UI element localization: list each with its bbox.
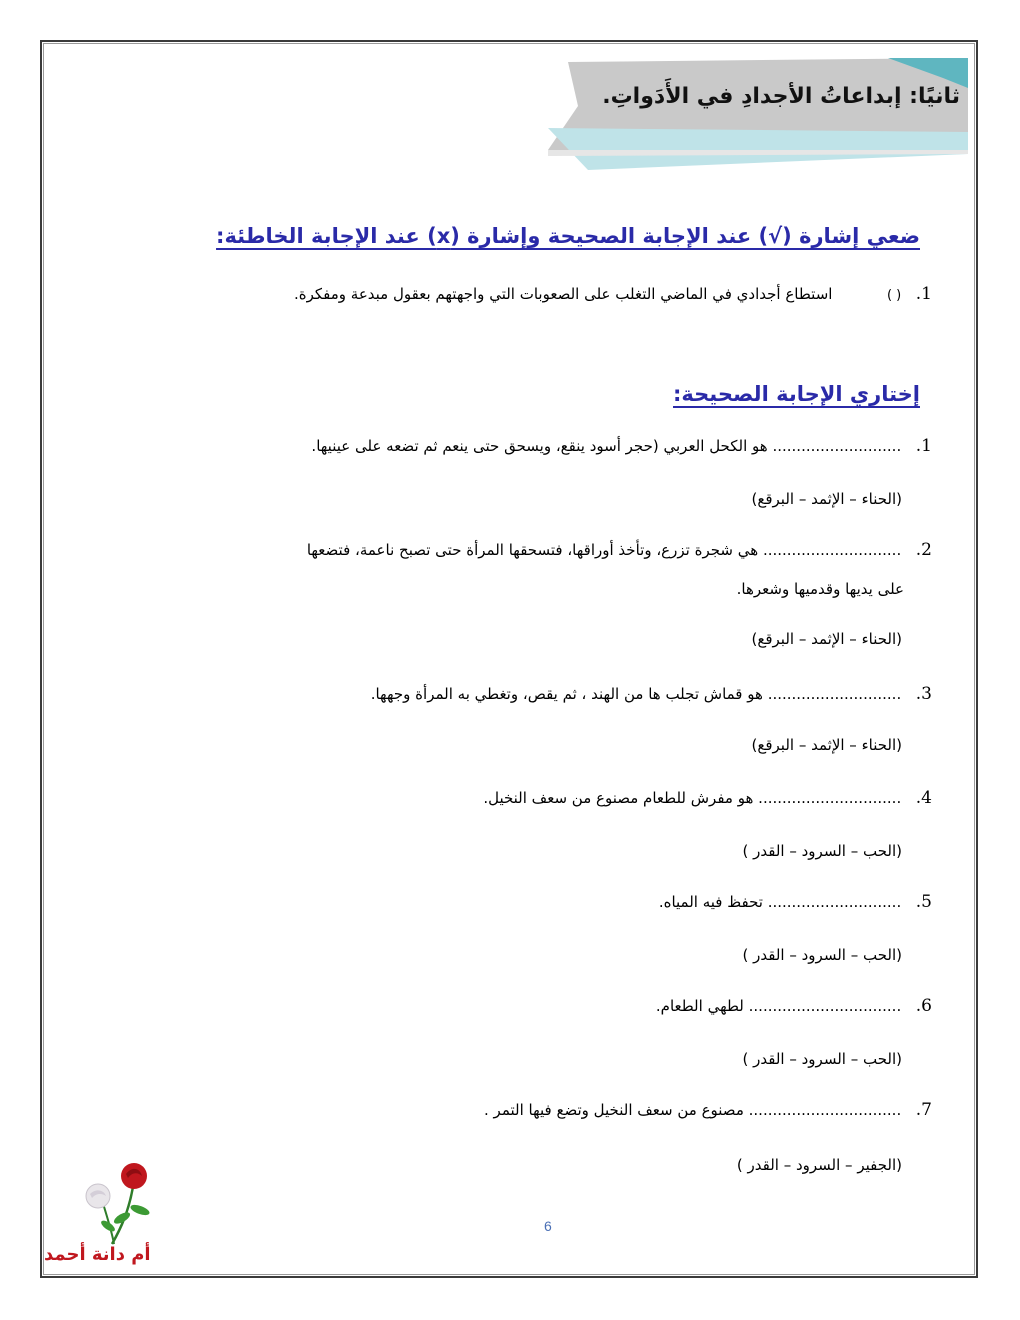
title-banner xyxy=(548,58,968,170)
question-2-continuation: على يديها وقدميها وشعرها. xyxy=(736,580,904,598)
question-text: هي شجرة تزرع، وتأخذ أوراقها، فتسحقها المرأة حتى تصبح ناعمة، فتضعها xyxy=(306,541,759,559)
choices-1: (الحناء – الإثمد – البرقع) xyxy=(751,490,902,508)
answer-blank[interactable]: ........................... xyxy=(772,437,902,455)
choices-2: (الحناء – الإثمد – البرقع) xyxy=(751,630,902,648)
answer-mark-box[interactable]: ( ) xyxy=(886,288,902,303)
answer-blank[interactable]: ................................ xyxy=(748,997,902,1015)
question-text: تحفظ فيه المياه. xyxy=(658,893,763,911)
question-number: 2. xyxy=(915,540,932,560)
choices-4: (الحب – السرود – القدر ) xyxy=(742,842,902,860)
question-number: 6. xyxy=(915,996,932,1016)
question-text: لطهي الطعام. xyxy=(655,997,744,1015)
white-rose-icon xyxy=(86,1184,110,1208)
answer-blank[interactable]: ............................. xyxy=(762,541,902,559)
section1-heading: ضعي إشارة (√) عند الإجابة الصحيحة وإشارة (x) عند الإجابة الخاطئة: xyxy=(216,224,920,248)
answer-blank[interactable]: ............................ xyxy=(767,893,902,911)
logo-text: أم دانة أحمد xyxy=(44,1244,151,1265)
mc-question-1 xyxy=(311,436,932,456)
choices-6: (الحب – السرود – القدر ) xyxy=(742,1050,902,1068)
banner-teal-stripe xyxy=(548,128,968,170)
section2-heading: إختاري الإجابة الصحيحة: xyxy=(673,382,920,406)
question-text: هو الكحل العربي (حجر أسود ينقع، ويسحق حتى ينعم ثم تضعه على عينيها. xyxy=(311,437,768,455)
answer-blank[interactable]: ................................ xyxy=(748,1101,902,1119)
answer-blank[interactable]: ............................ xyxy=(767,685,902,703)
mc-question-5 xyxy=(659,892,932,912)
tf-question-1 xyxy=(294,284,932,304)
question-number: 1. xyxy=(915,284,932,304)
mc-question-4 xyxy=(483,788,932,808)
choices-3: (الحناء – الإثمد – البرقع) xyxy=(751,736,902,754)
mc-question-2 xyxy=(307,540,932,560)
mc-question-7 xyxy=(484,1100,932,1120)
question-number: 7. xyxy=(915,1100,932,1120)
choices-7: (الجفير – السرود – القدر ) xyxy=(736,1156,902,1174)
question-text: هو قماش تجلب ها من الهند ، ثم يقص، وتغطي به المرأة وجهها. xyxy=(370,685,763,703)
question-text: استطاع أجدادي في الماضي التغلب على الصعوبات التي واجهتهم بعقول مبدعة ومفكرة. xyxy=(293,285,833,303)
question-text: هو مفرش للطعام مصنوع من سعف النخيل. xyxy=(483,789,754,807)
mc-question-3 xyxy=(371,684,932,704)
question-text: مصنوع من سعف النخيل وتضع فيها التمر . xyxy=(484,1101,744,1119)
question-number: 3. xyxy=(915,684,932,704)
red-rose-icon xyxy=(121,1163,147,1189)
question-number: 1. xyxy=(915,436,932,456)
question-number: 5. xyxy=(915,892,932,912)
choices-5: (الحب – السرود – القدر ) xyxy=(742,946,902,964)
answer-blank[interactable]: .............................. xyxy=(758,789,902,807)
question-number: 4. xyxy=(915,788,932,808)
page-number: 6 xyxy=(544,1218,552,1234)
mc-question-6 xyxy=(656,996,932,1016)
banner-title: ثانيًا: إبداعاتُ الأجدادِ في الأَدَواتِ. xyxy=(602,84,960,109)
